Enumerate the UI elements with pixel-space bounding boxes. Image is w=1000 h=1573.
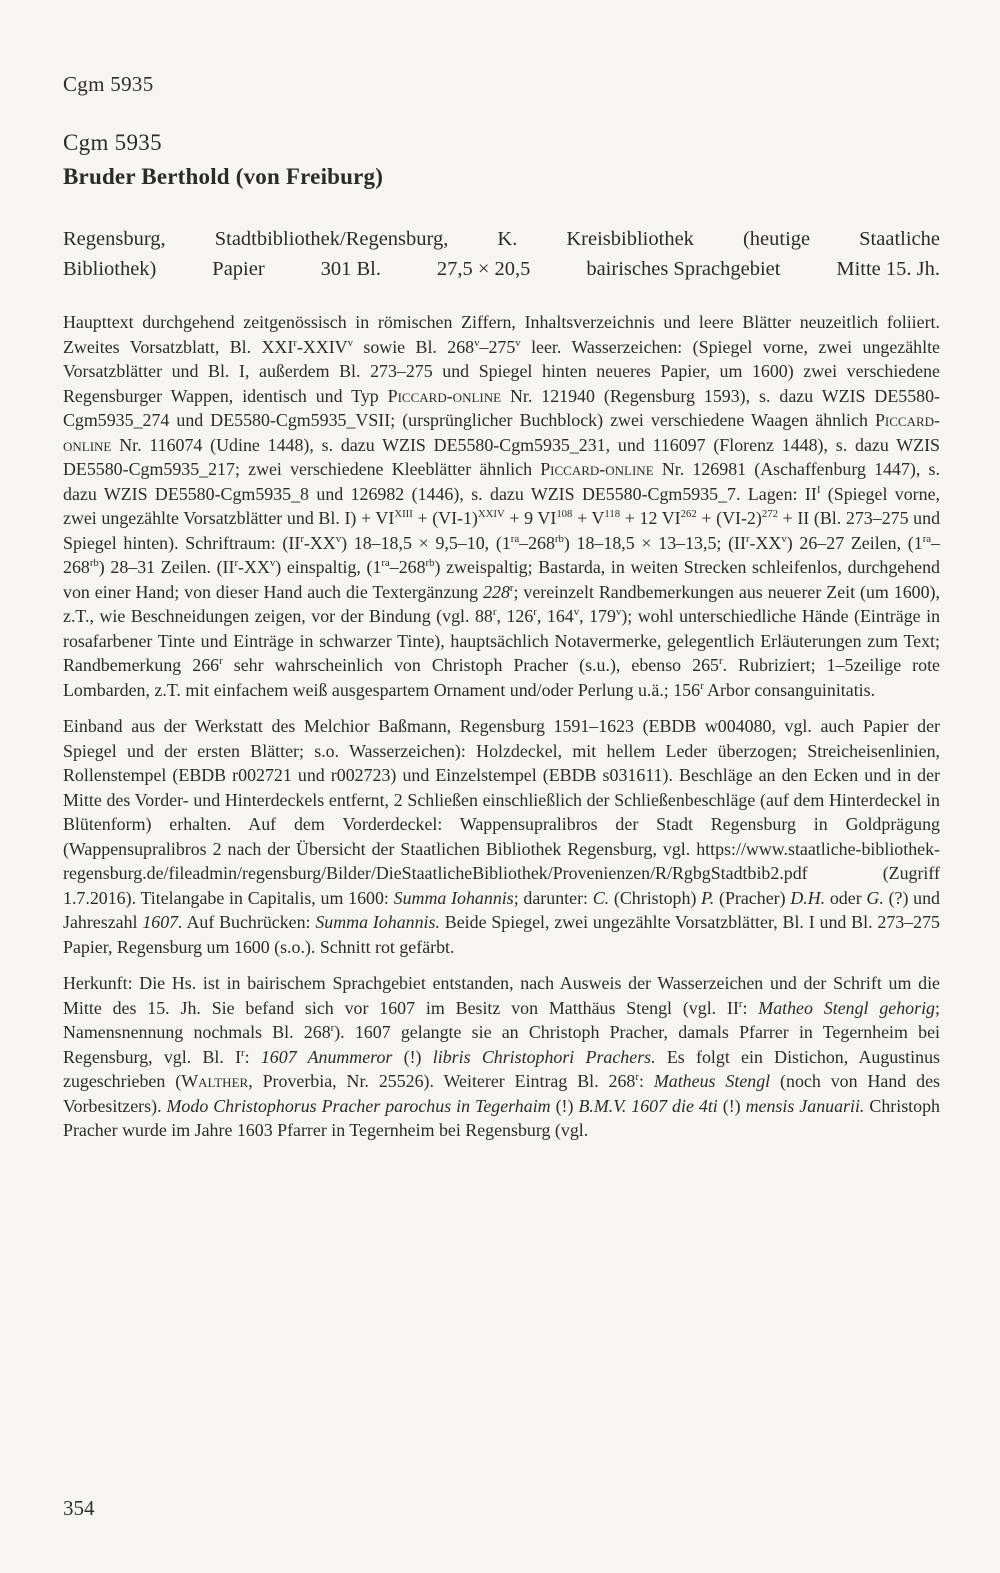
dialect: bairisches Sprachgebiet: [586, 258, 781, 280]
date: Mitte 15. Jh.: [836, 258, 940, 280]
binding-paragraph: Einband aus der Werkstatt des Melchior Baßmann, Regensburg 1591–1623 (EBDB w004080, vgl. auch Papier der Spiegel und der ersten Blätter; s.o. Wasserzeichen): Holzdeckel, mit hellem Leder überzogen; Streicheisenlinien, Rollenstempel (EBDB r002721 und r002723) und Einzelstempel (EBDB s031611). Beschläge an den Ecken und in der Mitte des Vorder- und Hinterdeckels entfernt, 2 Schließen einschließlich der Schließenbeschläge (auf dem Hinterdeckel in Blütenform) erhalten. Auf dem Vorderdeckel: Wappensupralibros der Stadt Regensburg in Goldprägung (Wappensupralibros 2 nach der Übersicht der Staatlichen Bibliothek Regensburg, vgl. https://www.staatliche-bibliothek-regensburg.de/fileadmin/regensburg/Bilder/DieStaatlicheBibliothek/Provenienzen/R/RgbgStadtbib2.pdf (Zugriff 1.7.2016). Titelangabe in Capitalis, um 1600: Summa Iohannis; darunter: C. (Christoph) P. (Pracher) D.H. oder G. (?) und Jahreszahl 1607. Auf Buchrücken: Summa Iohannis. Beide Spiegel, zwei ungezählte Vorsatzblätter, Bl. I und Bl. 273–275 Papier, Regensburg um 1600 (s.o.). Schnitt rot gefärbt.: [63, 716, 941, 957]
header-line-2: [63, 254, 940, 284]
author-title: Bruder Berthold (von Freiburg): [63, 164, 384, 189]
header-block: [63, 224, 940, 284]
material: Papier: [212, 258, 265, 280]
dimensions: 27,5 × 20,5: [436, 258, 531, 280]
library-end: Bibliothek): [63, 258, 157, 280]
page-number: 354: [63, 1496, 95, 1520]
provenance-paragraph: Herkunft: Die Hs. ist in bairischem Sprachgebiet entstanden, nach Ausweis der Wasserzeichen und der Schrift um die Mitte des 15. Jh. Sie befand sich vor 1607 im Besitz von Matthäus Stengl (vgl. $II^r$: Matheo Stengl gehorig; Namensnennung nochmals Bl. 268$^r$). 1607 gelangte sie an Christoph Pracher, damals Pfarrer in Tegernheim bei Regensburg, vgl. Bl. $I^r$: 1607 Anummeror (!) libris Christophori Prachers. Es folgt ein Distichon, Augustinus zugeschrieben (Walther, Proverbia, Nr. 25526). Weiterer Eintrag Bl. 268$^r$: Matheus Stengl (noch von Hand des Vorbesitzers). Modo Christophorus Pracher parochus in Tegerhaim (!) B.M.V. 1607 die 4ti (!) mensis Januarii. Christoph Pracher wurde im Jahre 1603 Pfarrer in Tegernheim bei Regensburg (vgl.: [63, 973, 940, 1140]
catalog-entry: [63, 130, 940, 1155]
running-head: Cgm 5935: [63, 72, 154, 96]
leaves-count: 301 Bl.: [320, 258, 381, 280]
shelfmark: Cgm 5935: [63, 130, 162, 155]
description-paragraph: Haupttext durchgehend zeitgenössisch in römischen Ziffern, Inhaltsverzeichnis und leere Blätter neuzeitlich foliiert. Zweites Vorsatzblatt, Bl. XXI$^r$-XXIV$^v$ sowie Bl. 268$^v$–275$^v$ leer. Wasserzeichen: (Spiegel vorne, zwei ungezählte Vorsatzblätter und Bl. I, außerdem Bl. 273–275 und Spiegel hinten neueres Papier, um 1600) zwei verschiedene Regensburger Wappen, identisch und Typ Piccard-online Nr. 121940 (Regensburg 1593), s. dazu WZIS DE5580-Cgm5935_274 und DE5580-Cgm5935_VSII; (ursprünglicher Buchblock) zwei verschiedene Waagen ähnlich Piccard-online Nr. 116074 (Udine 1448), s. dazu WZIS DE5580-Cgm5935_231, und 116097 (Florenz 1448), s. dazu WZIS DE5580-Cgm5935_217; zwei verschiedene Kleeblätter ähnlich Piccard-online Nr. 126981 (Aschaffenburg 1447), s. dazu WZIS DE5580-Cgm5935_8 und 126982 (1446), s. dazu WZIS DE5580-Cgm5935_7. Lagen: $II^I$ (Spiegel vorne, zwei ungezählte Vorsatzblätter und Bl. $I) + VI^{XIII} + (VI-1)^{XXIV} + 9$ $VI^{108} + V^{118} + 12$ $VI^{262} + (VI-2)^{272}$ + II (Bl. 273–275 und Spiegel hinten). Schriftraum: $(II^r-XX^v) 18-18,5 \times 9,5-10$, $(1^{ra}-268^{rb}) 18-18,5 \times 13-13,5$; $(II^r-XX^v)$ 26–27 Zeilen, $(1^{ra}-268^{rb})$ 28–31 Zeilen. $(II^r-XX^v)$ einspaltig, $(1^{ra}-268^{rb})$ zweispaltig; Bastarda, in weiten Strecken schleifenlos, durchgehend von einer Hand; von dieser Hand auch die Textergänzung 228$^r$; vereinzelt Randbemerkungen aus neuerer Zeit (um 1600), z.T., wie Beschneidungen zeigen, vor der Bindung (vgl. 88$^r$, 126$^r$, 164$^v$, 179$^v$); wohl unterschiedliche Hände (Einträge in rosafarbener Tinte und Einträge in schwarzer Tinte), hauptsächlich Notavermerke, gelegentlich Erläuterungen zum Text; Randbemerkung 266$^r$ sehr wahrscheinlich von Christoph Pracher (s.u.), ebenso 265$^r$. Rubriziert; 1–5zeilige rote Lombarden, z.T. mit einfachem weiß ausgespartem Ornament und/oder Perlung u.ä.; 156$^r$ Arbor consanguinitatis.: [63, 312, 941, 700]
header-line-1: Regensburg, Stadtbibliothek/Regensburg, K. Kreisbibliothek (heutige Staatliche: [63, 228, 940, 250]
